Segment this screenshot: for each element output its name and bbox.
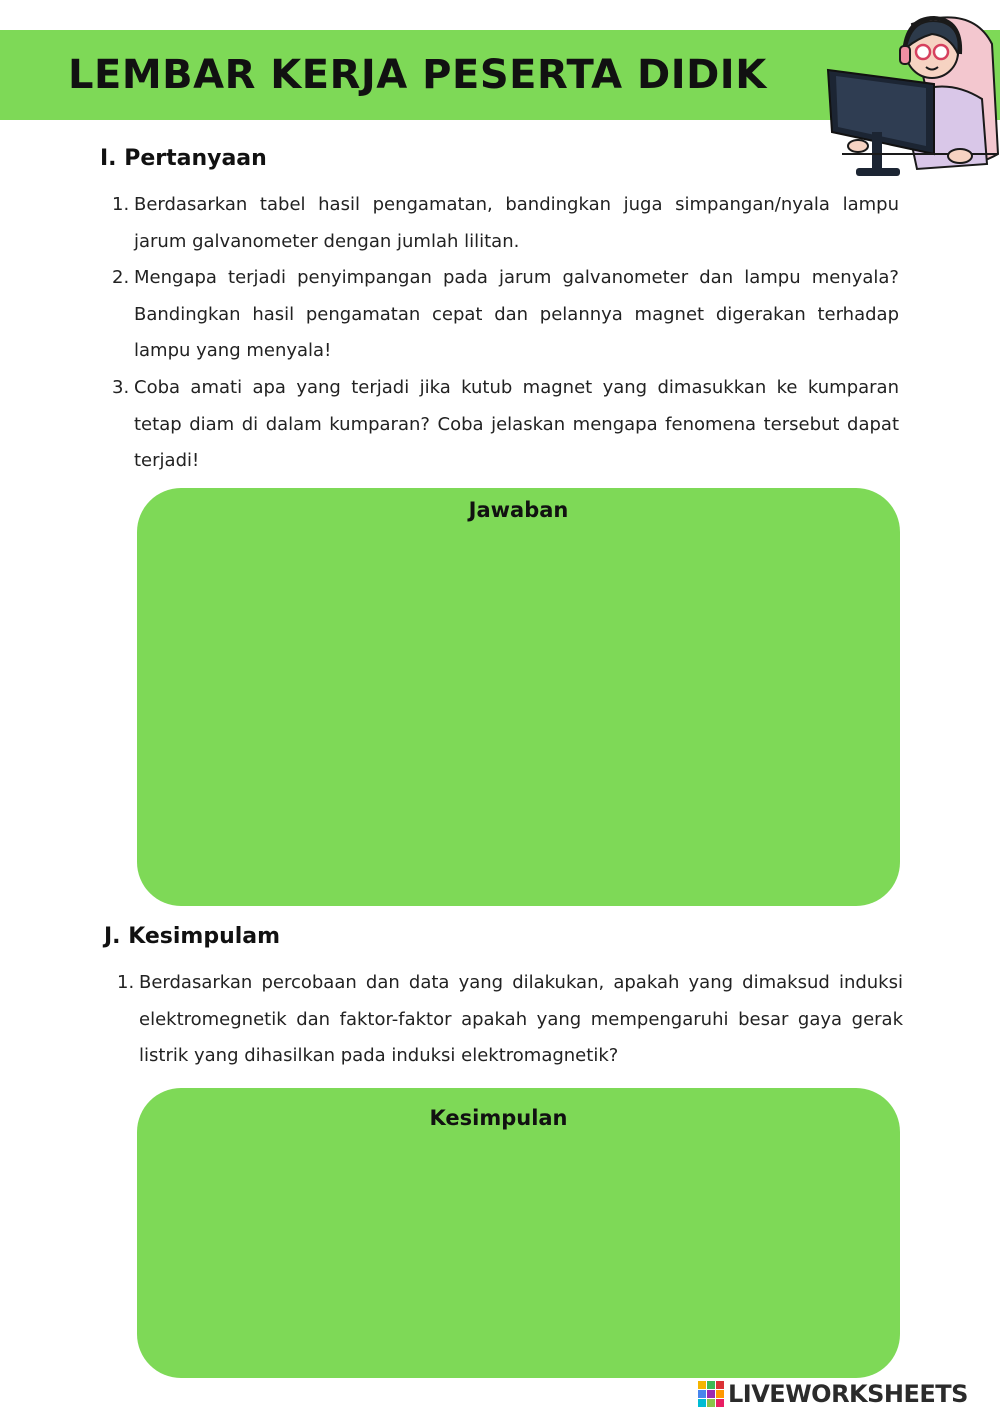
logo-square xyxy=(716,1390,724,1398)
logo-square xyxy=(707,1390,715,1398)
question-list xyxy=(112,187,899,480)
question-line: Berdasarkan tabel hasil pengamatan, bandingkan juga simpangan/nyala xyxy=(134,194,830,215)
conclusion-input[interactable] xyxy=(167,1150,870,1348)
question-line: kumparan tetap diam di dalam kumparan? Coba jelaskan mengapa xyxy=(134,376,899,435)
question-line: lampu jarum galvanometer dengan jumlah lilitan. xyxy=(134,194,899,252)
question-line: Mengapa terjadi penyimpangan pada jarum galvanometer dan lampu xyxy=(134,267,801,289)
answer-box-label: Jawaban xyxy=(468,498,569,522)
question-item-3 xyxy=(112,370,899,480)
question-number: 2. xyxy=(112,267,130,289)
section-heading-questions: I. Pertanyaan xyxy=(100,146,267,171)
logo-square xyxy=(716,1381,724,1389)
logo-square xyxy=(716,1399,724,1407)
question-line: induksi elektromegnetik dan faktor-faktor apakah yang mempengaruhi xyxy=(139,972,903,1030)
liveworksheets-logo xyxy=(698,1381,968,1407)
brand-text: LIVEWORKSHEETS xyxy=(728,1380,968,1408)
logo-square xyxy=(698,1399,706,1407)
question-line: digerakan terhadap lampu yang menyala! xyxy=(134,303,899,362)
answer-input[interactable] xyxy=(167,543,870,876)
question-line: Berdasarkan percobaan dan data yang dilakukan, apakah yang dimaksud xyxy=(139,972,830,993)
answer-box-label: Kesimpulan xyxy=(429,1106,568,1130)
logo-square xyxy=(698,1390,706,1398)
question-line: Coba amati apa yang terjadi jika kutub magnet yang dimasukkan ke xyxy=(134,376,798,398)
answer-box-kesimpulan xyxy=(137,1088,900,1378)
question-number: 3. xyxy=(112,376,130,398)
question-line: besar gaya gerak listrik yang dihasilkan pada induksi elektromagnetik? xyxy=(139,1008,903,1067)
question-line: menyala? Bandingkan hasil pengamatan cepat dan pelannya magnet xyxy=(134,267,899,325)
question-number: 1. xyxy=(112,194,130,215)
question-item-1 xyxy=(112,187,899,260)
answer-box-jawaban xyxy=(137,488,900,906)
question-item-2 xyxy=(112,260,899,370)
question-number: 1. xyxy=(117,972,135,993)
logo-square xyxy=(707,1399,715,1407)
conclusion-question-item-1 xyxy=(117,965,903,1075)
liveworksheets-logo-icon xyxy=(698,1381,724,1407)
conclusion-question-list xyxy=(117,965,903,1075)
question-line: fenomena tersebut dapat terjadi! xyxy=(134,413,899,472)
section-heading-conclusion: J. Kesimpulam xyxy=(104,924,281,949)
logo-square xyxy=(707,1381,715,1389)
person-at-computer-illustration xyxy=(822,4,1000,184)
page-title: LEMBAR KERJA PESERTA DIDIK xyxy=(68,52,767,98)
logo-square xyxy=(698,1381,706,1389)
